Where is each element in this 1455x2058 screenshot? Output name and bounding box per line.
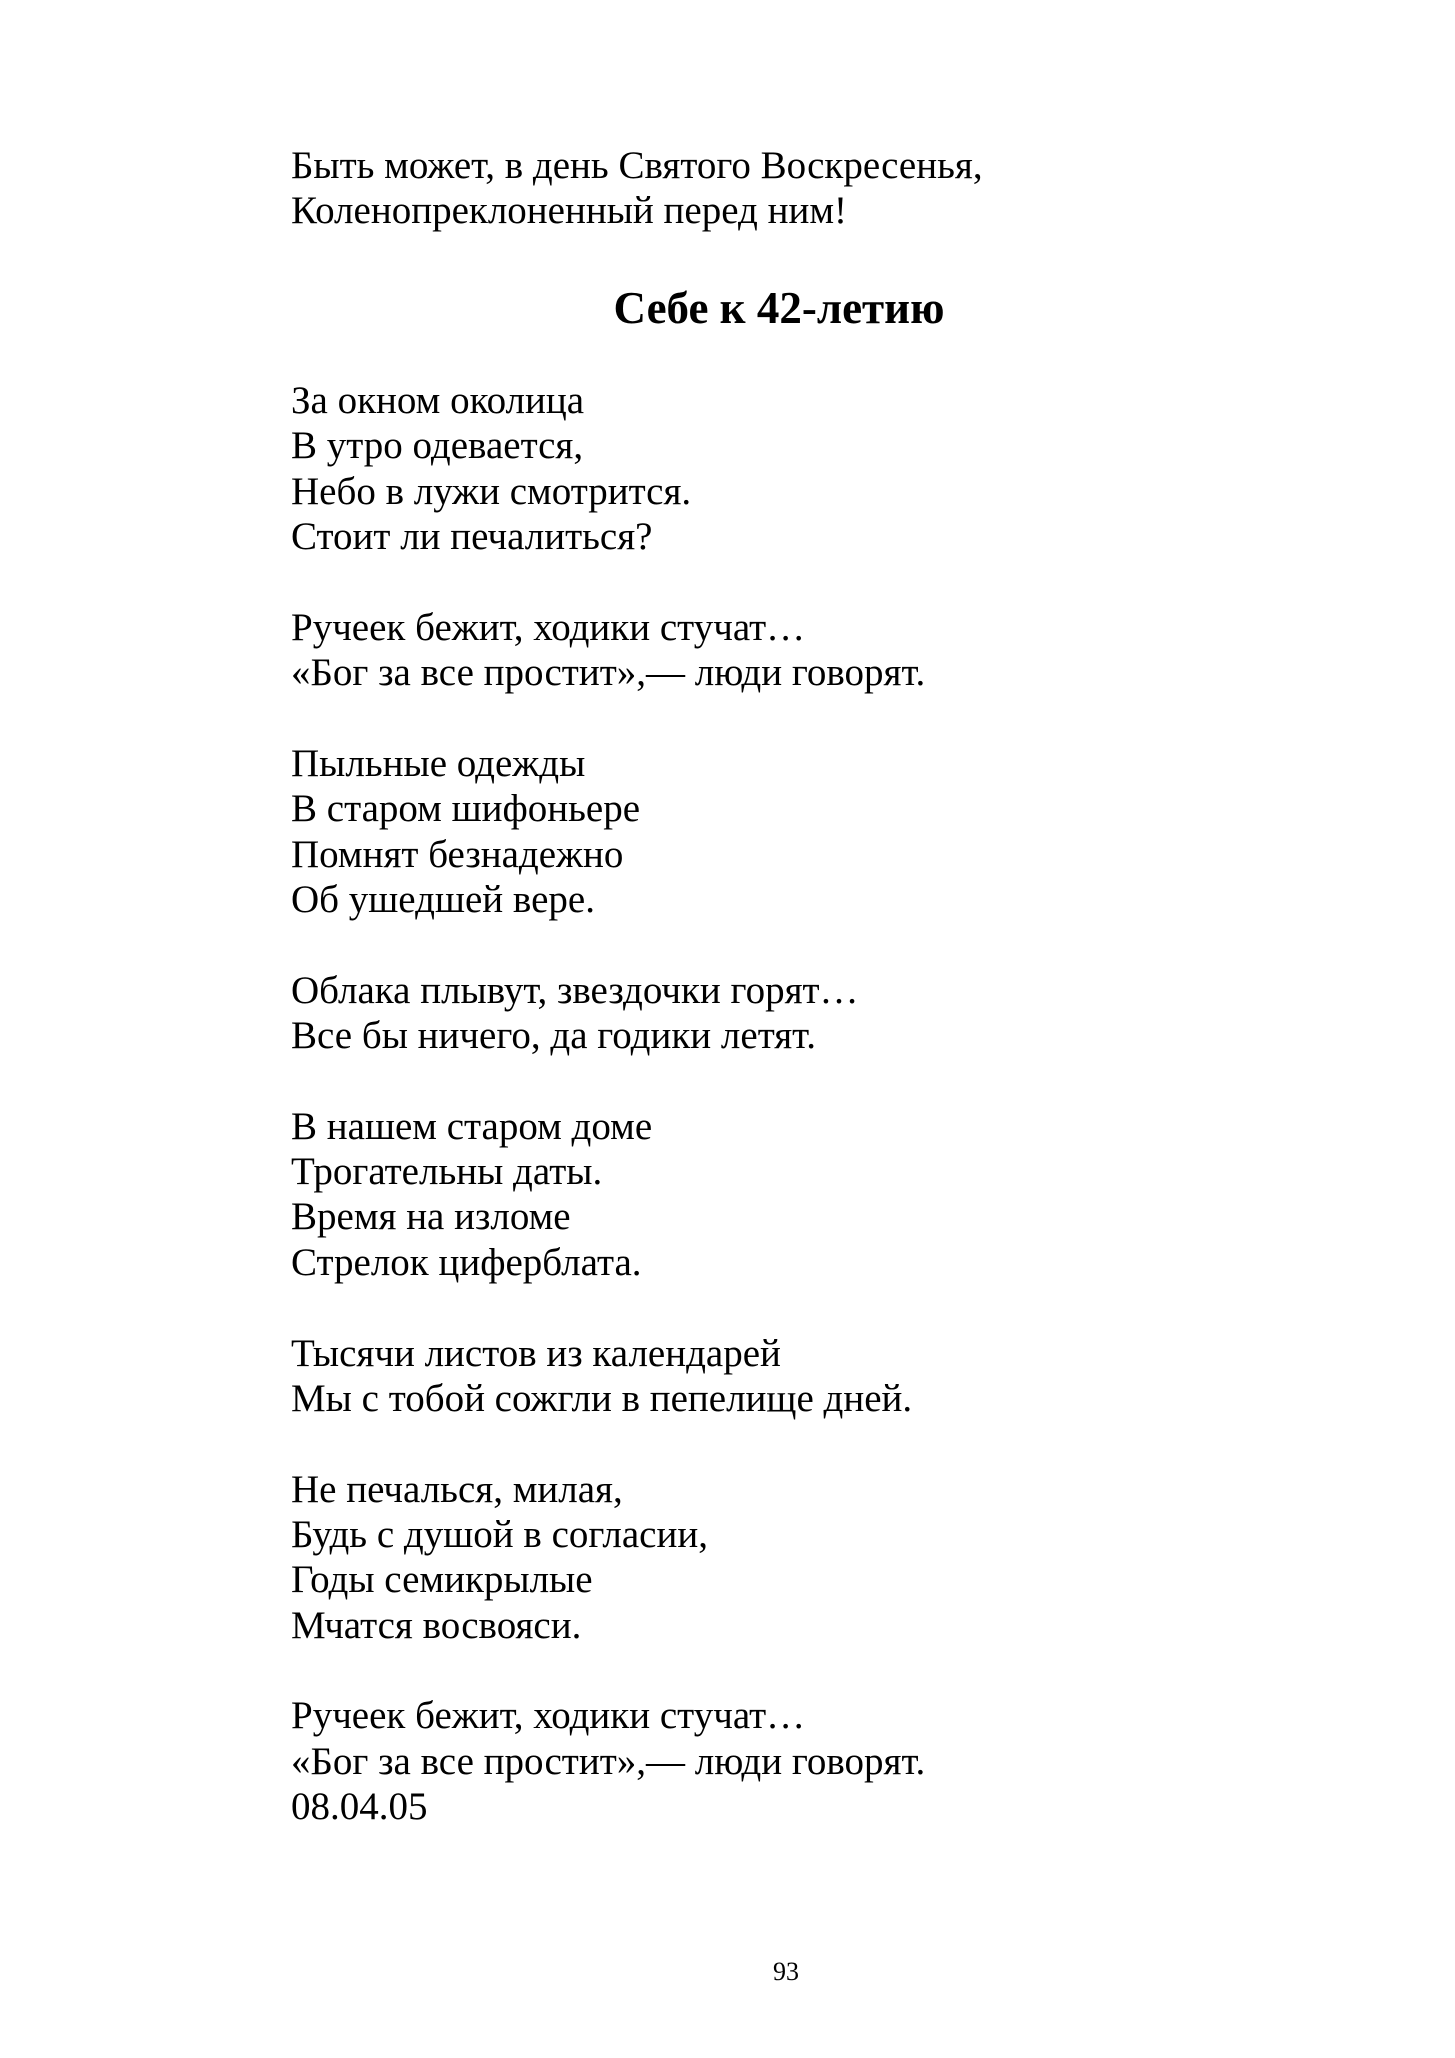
poem-line: Мы с тобой сожгли в пепелище дней. bbox=[291, 1376, 913, 1420]
stanza-gap bbox=[291, 1058, 925, 1103]
poem-line: Будь с душой в согласии, bbox=[291, 1512, 708, 1556]
poem-line: Ручеек бежит, ходики стучат… bbox=[291, 1694, 806, 1738]
stanza bbox=[291, 741, 925, 922]
page-number: 93 bbox=[773, 1957, 799, 1986]
poem-line: Об ушедшей вере. bbox=[291, 877, 595, 921]
stanza bbox=[291, 968, 925, 1059]
poem-line: Годы семикрылые bbox=[291, 1558, 593, 1602]
stanza-gap bbox=[291, 1285, 925, 1330]
poem-line: В старом шифоньере bbox=[291, 787, 641, 831]
poem-line: Мчатся восвояси. bbox=[291, 1603, 582, 1647]
stanza-gap bbox=[291, 696, 925, 741]
poem-line: За окном околица bbox=[291, 379, 585, 422]
previous-poem-ending bbox=[291, 143, 983, 234]
poem-line: Время на изломе bbox=[291, 1195, 571, 1239]
stanza-gap bbox=[291, 1421, 925, 1466]
stanza-gap bbox=[291, 559, 925, 604]
stanza bbox=[291, 1331, 925, 1422]
stanza bbox=[291, 1693, 925, 1829]
stanza-gap bbox=[291, 1648, 925, 1693]
poem-body bbox=[291, 378, 925, 1830]
poem-title: Себе к 42-летию bbox=[613, 283, 945, 333]
poem-line: 08.04.05 bbox=[291, 1785, 428, 1829]
poem-line: Ручеек бежит, ходики стучат… bbox=[291, 605, 806, 649]
poem-line: Не печалься, милая, bbox=[291, 1467, 623, 1511]
text-line: Коленопреклоненный перед ним! bbox=[291, 189, 848, 233]
poem-line: Тысячи листов из календарей bbox=[291, 1331, 781, 1375]
stanza bbox=[291, 1104, 925, 1285]
stanza bbox=[291, 605, 925, 696]
poem-line: Все бы ничего, да годики летят. bbox=[291, 1014, 817, 1058]
poem-line: Трогательны даты. bbox=[291, 1150, 603, 1194]
stanza bbox=[291, 1467, 925, 1648]
poem-line: Стоит ли печалиться? bbox=[291, 515, 653, 559]
poem-line: Пыльные одежды bbox=[291, 741, 586, 785]
poem-line: Стрелок циферблата. bbox=[291, 1240, 642, 1284]
poem-line: В утро одевается, bbox=[291, 424, 584, 468]
poem-line: «Бог за все простит»,— люди говорят. bbox=[291, 1739, 926, 1783]
stanza bbox=[291, 378, 925, 559]
poem-line: Облака плывут, звездочки горят… bbox=[291, 968, 859, 1012]
poem-line: В нашем старом доме bbox=[291, 1104, 653, 1148]
stanza-gap bbox=[291, 922, 925, 967]
poem-line: «Бог за все простит»,— люди говорят. bbox=[291, 651, 926, 695]
poem-line: Небо в лужи смотрится. bbox=[291, 469, 692, 513]
poem-line: Помнят безнадежно bbox=[291, 832, 624, 876]
text-line: Быть может, в день Святого Воскресенья, bbox=[291, 144, 983, 187]
